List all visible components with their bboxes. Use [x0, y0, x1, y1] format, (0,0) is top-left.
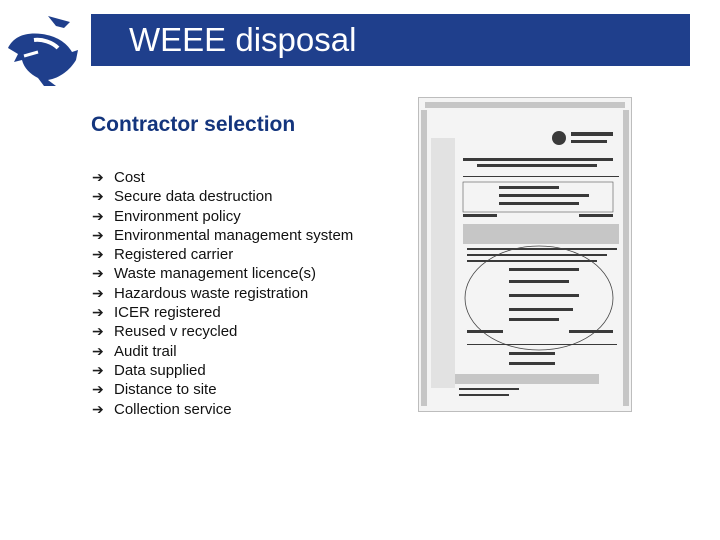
list-item-label: Hazardous waste registration — [114, 284, 309, 302]
list-item-label: Registered carrier — [114, 246, 234, 264]
list-item-label: Cost — [114, 169, 145, 186]
list-item — [92, 322, 353, 341]
arrow-right-icon: ➔ — [92, 381, 104, 398]
list-item-label: Data supplied — [114, 361, 206, 379]
list-item — [92, 264, 353, 283]
arrow-right-icon: ➔ — [92, 304, 104, 321]
list-item — [92, 380, 353, 399]
arrow-right-icon: ➔ — [92, 188, 104, 205]
list-item — [92, 342, 353, 361]
list-item-label: Secure data destruction — [114, 188, 273, 206]
list-item — [92, 361, 353, 380]
list-item — [92, 226, 353, 245]
list-item — [92, 284, 353, 303]
bullet-list — [92, 168, 353, 419]
certificate-scan-image — [418, 97, 632, 412]
arrow-right-icon: ➔ — [92, 361, 104, 378]
arrow-right-icon: ➔ — [92, 246, 104, 263]
list-item-label: Collection service — [114, 400, 232, 418]
list-item — [92, 245, 353, 264]
arrow-right-icon: ➔ — [92, 207, 104, 224]
arrow-right-icon: ➔ — [92, 226, 104, 243]
arrow-right-icon: ➔ — [92, 265, 104, 282]
list-item — [92, 303, 353, 322]
arrow-right-icon: ➔ — [92, 284, 104, 301]
list-item-label: Distance to site — [114, 381, 217, 399]
slide-title: WEEE disposal — [129, 21, 357, 58]
list-item — [92, 168, 353, 187]
list-item — [92, 187, 353, 206]
title-bar — [91, 14, 690, 66]
list-item — [92, 400, 353, 419]
arrow-right-icon: ➔ — [92, 400, 104, 417]
arrow-right-icon: ➔ — [92, 342, 104, 359]
list-item-label: Environmental management system — [114, 226, 354, 244]
slide-subtitle: Contractor selection — [91, 113, 296, 136]
list-item-label: Environment policy — [114, 207, 241, 225]
list-item-label: Audit trail — [114, 342, 177, 360]
list-item-label: Reused v recycled — [114, 323, 238, 341]
list-item-label: ICER registered — [114, 304, 221, 322]
dolphin-logo-icon — [4, 12, 86, 88]
arrow-right-icon: ➔ — [92, 323, 104, 340]
list-item-label: Waste management licence(s) — [114, 265, 317, 283]
arrow-right-icon: ➔ — [92, 169, 104, 185]
list-item — [92, 207, 353, 226]
